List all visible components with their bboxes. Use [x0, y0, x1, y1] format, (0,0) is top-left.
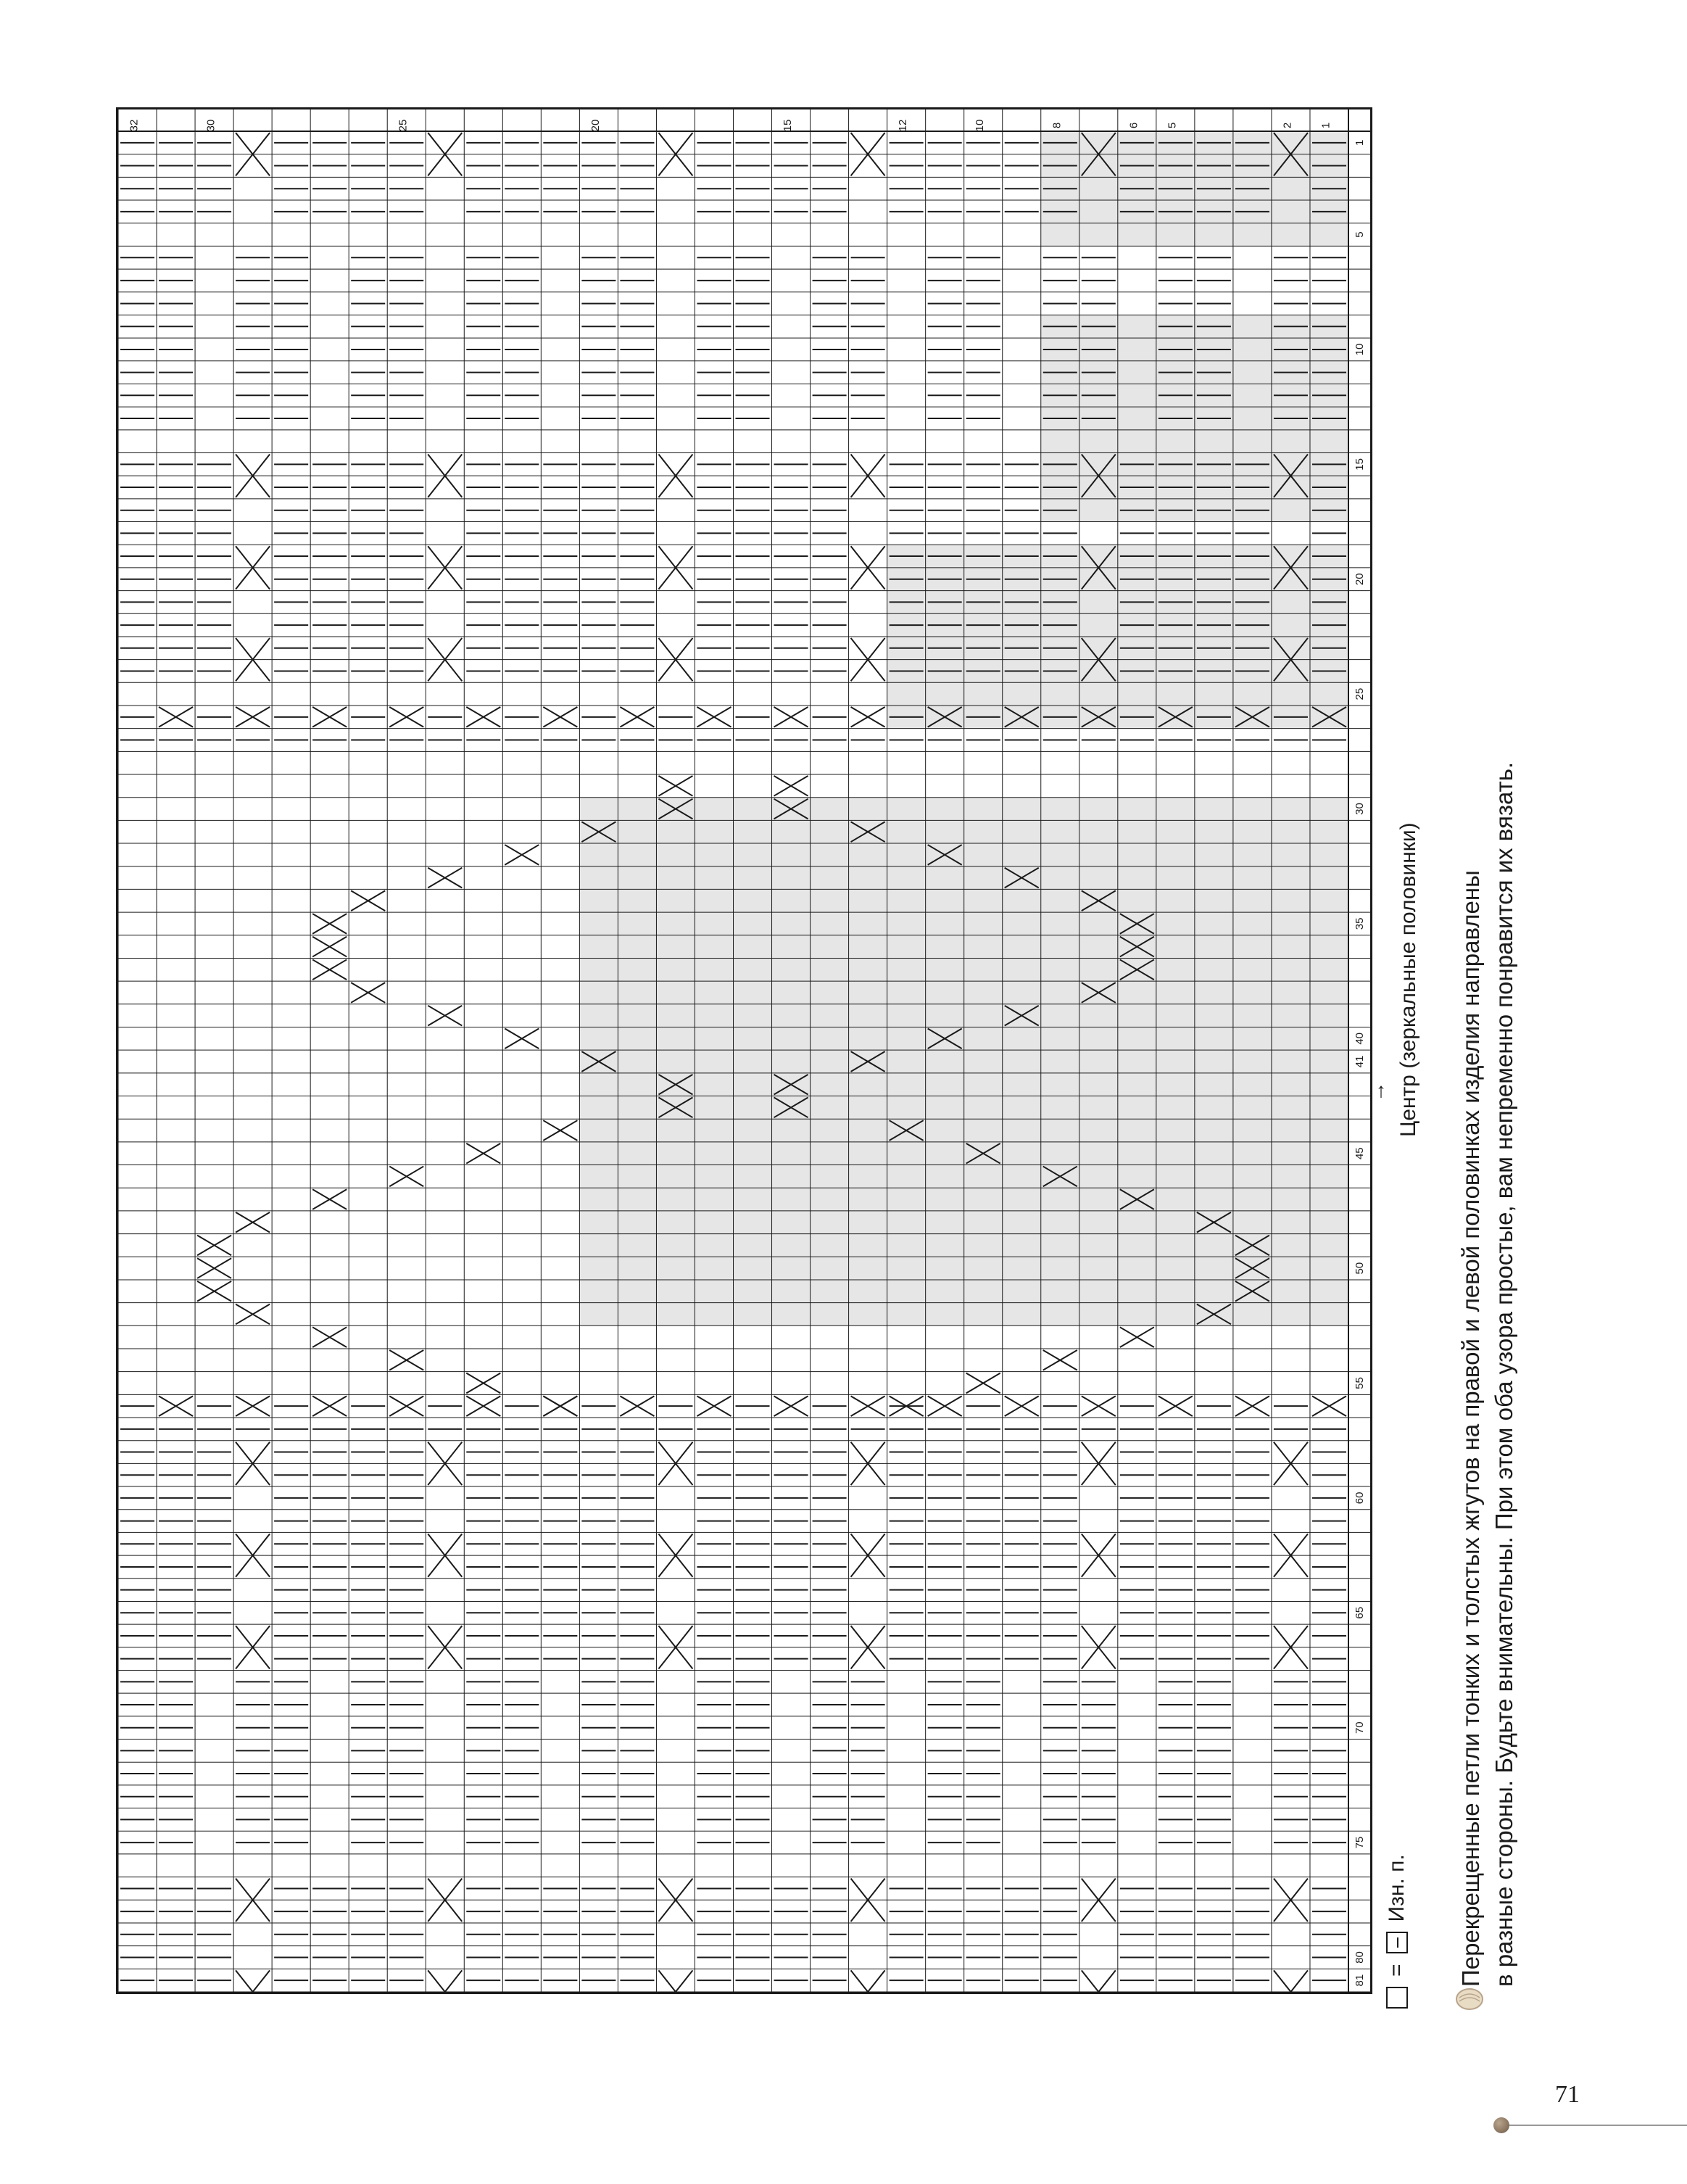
row-number: 10: [974, 119, 987, 132]
legend-equals: =: [1385, 1964, 1409, 1977]
column-number: 81: [1354, 1974, 1366, 1987]
column-number: 40: [1354, 1032, 1366, 1045]
row-number: 1: [1319, 122, 1332, 129]
column-number: 30: [1354, 803, 1366, 815]
row-number: 5: [1166, 122, 1179, 129]
column-number: 50: [1354, 1262, 1366, 1275]
column-number: 35: [1354, 917, 1366, 930]
row-number: 20: [589, 119, 602, 132]
note-line-2: в разные стороны. Будьте внимательны. При этом оба узора простые, вам непременно понравится их вязать.: [1491, 761, 1517, 1987]
row-number: 32: [128, 119, 141, 132]
row-number: 30: [204, 119, 217, 132]
column-number: 75: [1354, 1836, 1366, 1849]
page-number: 71: [1555, 2081, 1580, 2108]
knitting-chart: [116, 107, 1372, 1994]
column-number: 10: [1354, 343, 1366, 356]
column-number: 5: [1354, 231, 1366, 238]
column-number: 1: [1354, 139, 1366, 146]
column-number: 41: [1354, 1055, 1366, 1068]
row-number: 8: [1050, 122, 1064, 129]
footer-yarn-icon: [1493, 2117, 1509, 2133]
row-number: 15: [782, 119, 795, 132]
empty-cell-icon: [1386, 1987, 1408, 2009]
column-number: 20: [1354, 573, 1366, 586]
yarn-ball-icon: [1454, 1983, 1485, 2015]
row-number: 2: [1281, 122, 1294, 129]
footer-rule: [1501, 2125, 1687, 2126]
center-label: Центр (зеркальные половинки): [1396, 822, 1420, 1137]
knitting-chart-grid: [118, 109, 1370, 1992]
column-number: 60: [1354, 1492, 1366, 1505]
row-number: 12: [897, 119, 910, 132]
column-number: 25: [1354, 687, 1366, 700]
row-number: 25: [397, 119, 410, 132]
row-number: 6: [1127, 122, 1140, 129]
column-number: 45: [1354, 1147, 1366, 1160]
column-number: 15: [1354, 458, 1366, 471]
column-number: 55: [1354, 1377, 1366, 1389]
legend-label: Изн. п.: [1385, 1854, 1409, 1922]
purl-cell-icon: [1386, 1932, 1408, 1953]
center-arrow-icon: ↑: [1376, 1079, 1386, 1101]
column-number: 70: [1354, 1721, 1366, 1734]
column-number: 65: [1354, 1606, 1366, 1619]
note-line-1: Перекрещенные петли тонких и толстых жгутов на правой и левой половинках изделия направлены: [1457, 870, 1484, 1987]
column-number: 80: [1354, 1951, 1366, 1964]
legend: [1385, 1854, 1409, 2009]
